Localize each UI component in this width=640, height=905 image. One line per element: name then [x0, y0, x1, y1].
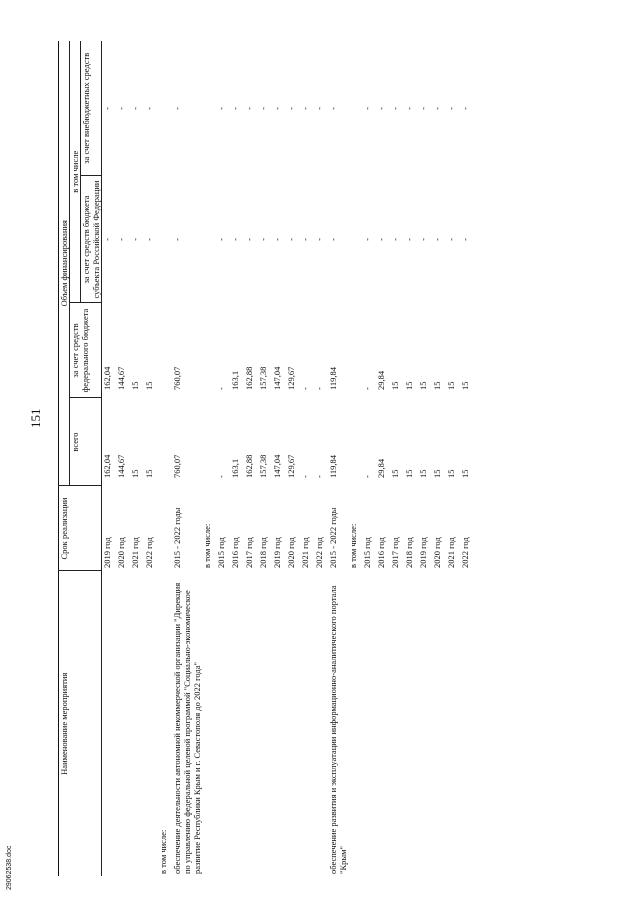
column-header-total: всего	[70, 398, 102, 486]
cell-total: 162,04	[102, 454, 113, 478]
cell-federal: -	[314, 387, 325, 390]
cell-period: в том числе:	[348, 523, 359, 568]
table-row	[314, 41, 328, 876]
cell-name	[404, 571, 418, 876]
cell-period: 2021 год	[446, 537, 457, 568]
cell-federal: 15	[460, 381, 471, 390]
column-header-federal: за счет средств федерального бюджета	[70, 303, 102, 398]
cell-total	[348, 398, 362, 486]
cell-period: 2021 год	[300, 537, 311, 568]
cell-federal: 760,07	[172, 366, 183, 390]
cell-subject-budget: -	[172, 238, 183, 241]
cell-extrabudget: -	[244, 107, 255, 110]
cell-federal: -	[216, 387, 227, 390]
table-row	[244, 41, 258, 876]
funding-table	[58, 41, 474, 876]
table-row	[348, 41, 362, 876]
cell-total: 144,67	[116, 454, 127, 478]
cell-extrabudget: -	[258, 107, 269, 110]
cell-subject-budget: -	[300, 238, 311, 241]
table-row	[390, 41, 404, 876]
cell-period	[158, 486, 172, 571]
table-row	[158, 41, 172, 876]
cell-total: 119,84	[328, 454, 339, 478]
cell-name	[432, 571, 446, 876]
cell-period: 2016 год	[376, 537, 387, 568]
cell-name	[230, 571, 244, 876]
cell-period: 2019 год	[102, 537, 113, 568]
cell-extrabudget: -	[172, 107, 183, 110]
cell-total: 15	[390, 469, 401, 478]
cell-period: 2021 год	[130, 537, 141, 568]
cell-federal: 162,88	[244, 366, 255, 390]
cell-period: 2015 - 2022 годы	[328, 507, 339, 568]
column-header-period: Срок реализации	[59, 486, 102, 571]
table-row	[404, 41, 418, 876]
cell-name	[390, 571, 404, 876]
cell-federal: 144,67	[116, 366, 127, 390]
table-row	[202, 41, 216, 876]
cell-extrabudget: -	[390, 107, 401, 110]
cell-total: 15	[404, 469, 415, 478]
cell-subject-budget: -	[272, 238, 283, 241]
cell-total: -	[314, 475, 325, 478]
cell-total: 147,04	[272, 454, 283, 478]
cell-subject-budget: -	[116, 238, 127, 241]
cell-total: -	[216, 475, 227, 478]
cell-period: 2016 год	[230, 537, 241, 568]
table-row	[418, 41, 432, 876]
cell-federal: 15	[404, 381, 415, 390]
table-row	[286, 41, 300, 876]
cell-extrabudget: -	[432, 107, 443, 110]
cell-subject-budget	[202, 176, 216, 303]
cell-name	[130, 571, 144, 876]
table-row	[328, 41, 348, 876]
rotated-page-content	[58, 41, 578, 876]
cell-name	[460, 571, 474, 876]
cell-subject-budget	[158, 176, 172, 303]
table-row	[258, 41, 272, 876]
cell-name	[286, 571, 300, 876]
cell-subject-budget: -	[286, 238, 297, 241]
cell-extrabudget: -	[116, 107, 127, 110]
cell-extrabudget: -	[376, 107, 387, 110]
cell-federal: 15	[130, 381, 141, 390]
table-row	[144, 41, 158, 876]
cell-total	[158, 398, 172, 486]
column-header-subject-budget: за счет средств бюджета субъекта Российской Федерации	[81, 176, 102, 303]
cell-total: 29,84	[376, 458, 387, 478]
cell-subject-budget: -	[446, 238, 457, 241]
cell-period: 2020 год	[286, 537, 297, 568]
column-header-funding-volume: Объем финансирования	[59, 41, 70, 486]
cell-period: 2017 год	[390, 537, 401, 568]
cell-total: 15	[130, 469, 141, 478]
cell-federal	[158, 303, 172, 398]
table-row	[230, 41, 244, 876]
cell-total: 162,88	[244, 454, 255, 478]
cell-federal: 15	[446, 381, 457, 390]
cell-total: 15	[144, 469, 155, 478]
cell-extrabudget: -	[404, 107, 415, 110]
cell-name	[446, 571, 460, 876]
cell-name	[244, 571, 258, 876]
cell-subject-budget: -	[404, 238, 415, 241]
cell-subject-budget: -	[328, 238, 339, 241]
cell-federal: 15	[432, 381, 443, 390]
cell-extrabudget: -	[272, 107, 283, 110]
cell-total: 129,67	[286, 454, 297, 478]
cell-extrabudget: -	[314, 107, 325, 110]
cell-subject-budget: -	[230, 238, 241, 241]
cell-extrabudget: -	[300, 107, 311, 110]
cell-extrabudget: -	[286, 107, 297, 110]
cell-federal: 15	[390, 381, 401, 390]
cell-total: 15	[432, 469, 443, 478]
cell-name	[314, 571, 328, 876]
column-header-name: Наименование мероприятия	[59, 571, 102, 876]
cell-extrabudget	[348, 41, 362, 176]
cell-extrabudget: -	[418, 107, 429, 110]
cell-extrabudget: -	[460, 107, 471, 110]
cell-period: 2015 - 2022 годы	[172, 507, 183, 568]
table-row	[102, 41, 117, 876]
table-row	[216, 41, 230, 876]
cell-subject-budget: -	[130, 238, 141, 241]
cell-subject-budget: -	[244, 238, 255, 241]
cell-federal: 15	[144, 381, 155, 390]
cell-name: обеспечение развития и эксплуатации информационно-аналитического портала "Крым"	[328, 585, 349, 874]
cell-extrabudget	[158, 41, 172, 176]
cell-extrabudget: -	[102, 107, 113, 110]
cell-federal: 119,84	[328, 366, 339, 390]
cell-name	[300, 571, 314, 876]
table-row	[130, 41, 144, 876]
cell-name	[102, 571, 117, 876]
cell-subject-budget: -	[432, 238, 443, 241]
cell-period: 2019 год	[272, 537, 283, 568]
cell-federal: 163,1	[230, 370, 241, 390]
cell-federal: 157,38	[258, 366, 269, 390]
cell-total: 15	[418, 469, 429, 478]
cell-subject-budget: -	[258, 238, 269, 241]
cell-total: 163,1	[230, 458, 241, 478]
cell-federal	[202, 303, 216, 398]
cell-name: обеспечение деятельности автономной некоммерческой организации "Дирекция по управлению федеральной целевой программой "Социально-экономическое развитие Республики Крым и г. Севастополя до 2022 года"	[172, 582, 203, 874]
column-header-including: в том числе	[70, 41, 81, 303]
cell-name	[362, 571, 376, 876]
cell-period: 2022 год	[144, 537, 155, 568]
table-row	[116, 41, 130, 876]
cell-name	[258, 571, 272, 876]
cell-period: 2020 год	[432, 537, 443, 568]
table-body	[102, 41, 475, 876]
cell-subject-budget: -	[102, 238, 113, 241]
cell-name: в том числе:	[158, 829, 169, 874]
table-row	[432, 41, 446, 876]
cell-period: 2022 год	[314, 537, 325, 568]
cell-subject-budget	[348, 176, 362, 303]
cell-subject-budget: -	[390, 238, 401, 241]
cell-federal: 29,84	[376, 370, 387, 390]
cell-total: 760,07	[172, 454, 183, 478]
cell-total: -	[300, 475, 311, 478]
cell-name	[272, 571, 286, 876]
column-header-extrabudget: за счет внебюджетных средств	[81, 41, 102, 176]
cell-subject-budget: -	[144, 238, 155, 241]
cell-period: 2018 год	[404, 537, 415, 568]
cell-extrabudget	[202, 41, 216, 176]
cell-period: 2015 год	[362, 537, 373, 568]
cell-name	[116, 571, 130, 876]
cell-subject-budget: -	[314, 238, 325, 241]
cell-subject-budget: -	[376, 238, 387, 241]
cell-federal: -	[362, 387, 373, 390]
table-row	[172, 41, 202, 876]
cell-total: 15	[446, 469, 457, 478]
cell-subject-budget: -	[418, 238, 429, 241]
cell-subject-budget: -	[460, 238, 471, 241]
cell-extrabudget: -	[328, 107, 339, 110]
table-row	[460, 41, 474, 876]
table-row	[376, 41, 390, 876]
cell-total: -	[362, 475, 373, 478]
cell-period: 2017 год	[244, 537, 255, 568]
table-row	[272, 41, 286, 876]
cell-period: 2015 год	[216, 537, 227, 568]
cell-name	[202, 571, 216, 876]
cell-extrabudget: -	[446, 107, 457, 110]
cell-total: 157,38	[258, 454, 269, 478]
cell-federal: 162,04	[102, 366, 113, 390]
cell-period: 2019 год	[418, 537, 429, 568]
table-row	[446, 41, 460, 876]
cell-federal	[348, 303, 362, 398]
table-row	[362, 41, 376, 876]
cell-name	[418, 571, 432, 876]
page-number: 151	[28, 408, 43, 428]
cell-extrabudget: -	[130, 107, 141, 110]
cell-extrabudget: -	[230, 107, 241, 110]
cell-total: 15	[460, 469, 471, 478]
cell-name	[144, 571, 158, 876]
cell-extrabudget: -	[362, 107, 373, 110]
cell-extrabudget: -	[216, 107, 227, 110]
cell-period: в том числе:	[202, 523, 213, 568]
cell-federal: -	[300, 387, 311, 390]
cell-period: 2018 год	[258, 537, 269, 568]
cell-period: 2020 год	[116, 537, 127, 568]
cell-name	[348, 571, 362, 876]
cell-subject-budget: -	[362, 238, 373, 241]
cell-federal: 147,04	[272, 366, 283, 390]
cell-name	[216, 571, 230, 876]
file-code: 29062538.doc	[6, 845, 13, 890]
cell-extrabudget: -	[144, 107, 155, 110]
table-row	[300, 41, 314, 876]
cell-federal: 129,67	[286, 366, 297, 390]
cell-name	[376, 571, 390, 876]
cell-period: 2022 год	[460, 537, 471, 568]
cell-federal: 15	[418, 381, 429, 390]
cell-subject-budget: -	[216, 238, 227, 241]
cell-total	[202, 398, 216, 486]
